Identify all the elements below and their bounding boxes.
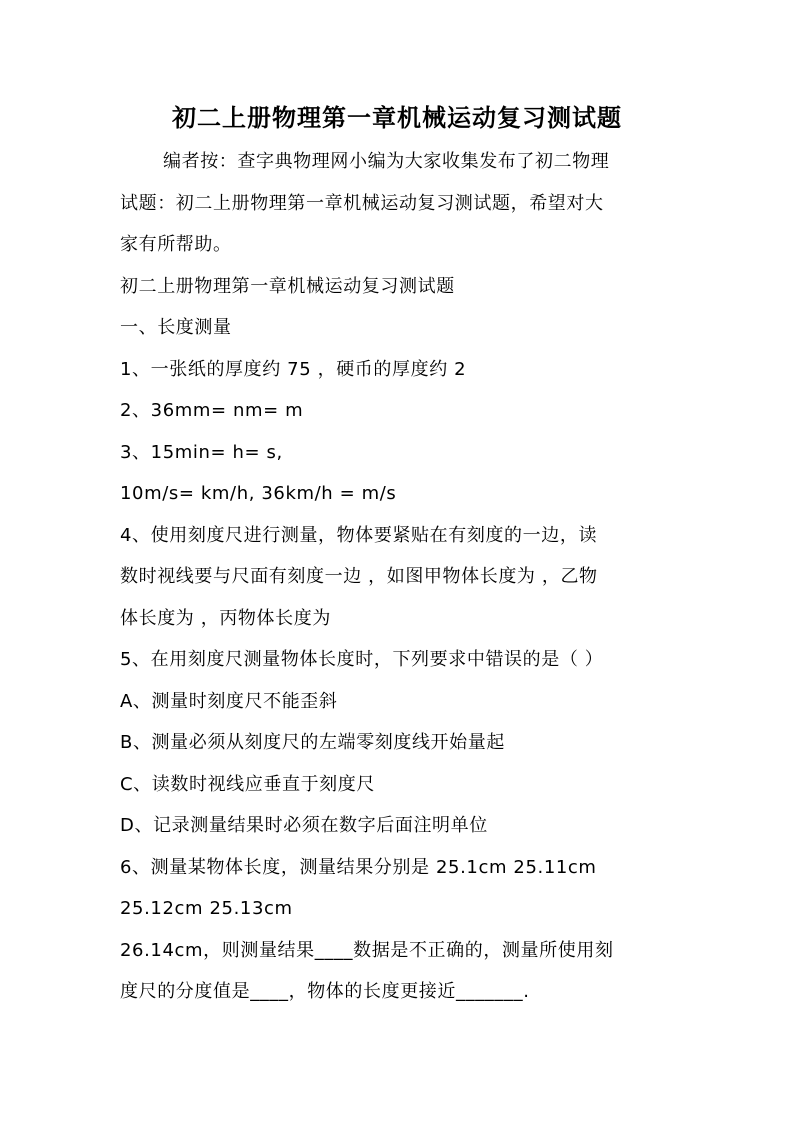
intro-line-3: 家有所帮助。 [120,234,232,255]
question-1: 1、一张纸的厚度约 75 ，硬币的厚度约 2 [120,358,467,380]
question-3: 3、15min= h= s, [120,441,283,463]
document-title: 初二上册物理第一章机械运动复习测试题 [172,103,622,132]
option-a: A、测量时刻度尺不能歪斜 [120,690,338,712]
question-2: 2、36mm= nm= m [120,400,304,421]
document-body [120,141,680,1013]
question-6-line-2: 25.12cm 25.13cm [120,898,293,919]
part-heading-length: 一、长度测量 [120,317,232,338]
section-heading: 初二上册物理第一章机械运动复习测试题 [120,275,455,297]
option-b: B、测量必须从刻度尺的左端零刻度线开始量起 [120,732,505,753]
question-4-line-2: 数时视线要与尺面有刻度一边 ，如图甲物体长度为 ，乙物 [120,566,598,587]
question-4-line-3: 体长度为 ，丙物体长度为 [120,607,331,629]
option-d: D、记录测量结果时必须在数字后面注明单位 [120,815,488,836]
question-6-line-1: 6、测量某物体长度，测量结果分别是 25.1cm 25.11cm [120,856,597,878]
question-3-continued: 10m/s= km/h, 36km/h = m/s [120,483,397,504]
question-5: 5、在用刻度尺测量物体长度时，下列要求中错误的是（ ） [120,649,604,670]
question-4-line-1: 4、使用刻度尺进行测量，物体要紧贴在有刻度的一边，读 [120,524,598,546]
intro-line-1: 编者按：查字典物理网小编为大家收集发布了初二物理 [163,151,610,172]
option-c: C、读数时视线应垂直于刻度尺 [120,773,375,795]
intro-line-2: 试题：初二上册物理第一章机械运动复习测试题，希望对大 [120,192,604,214]
question-6-line-3: 26.14cm，则测量结果____数据是不正确的，测量所使用刻 [120,939,614,961]
question-6-line-4: 度尺的分度值是____，物体的长度更接近_______. [120,981,530,1002]
